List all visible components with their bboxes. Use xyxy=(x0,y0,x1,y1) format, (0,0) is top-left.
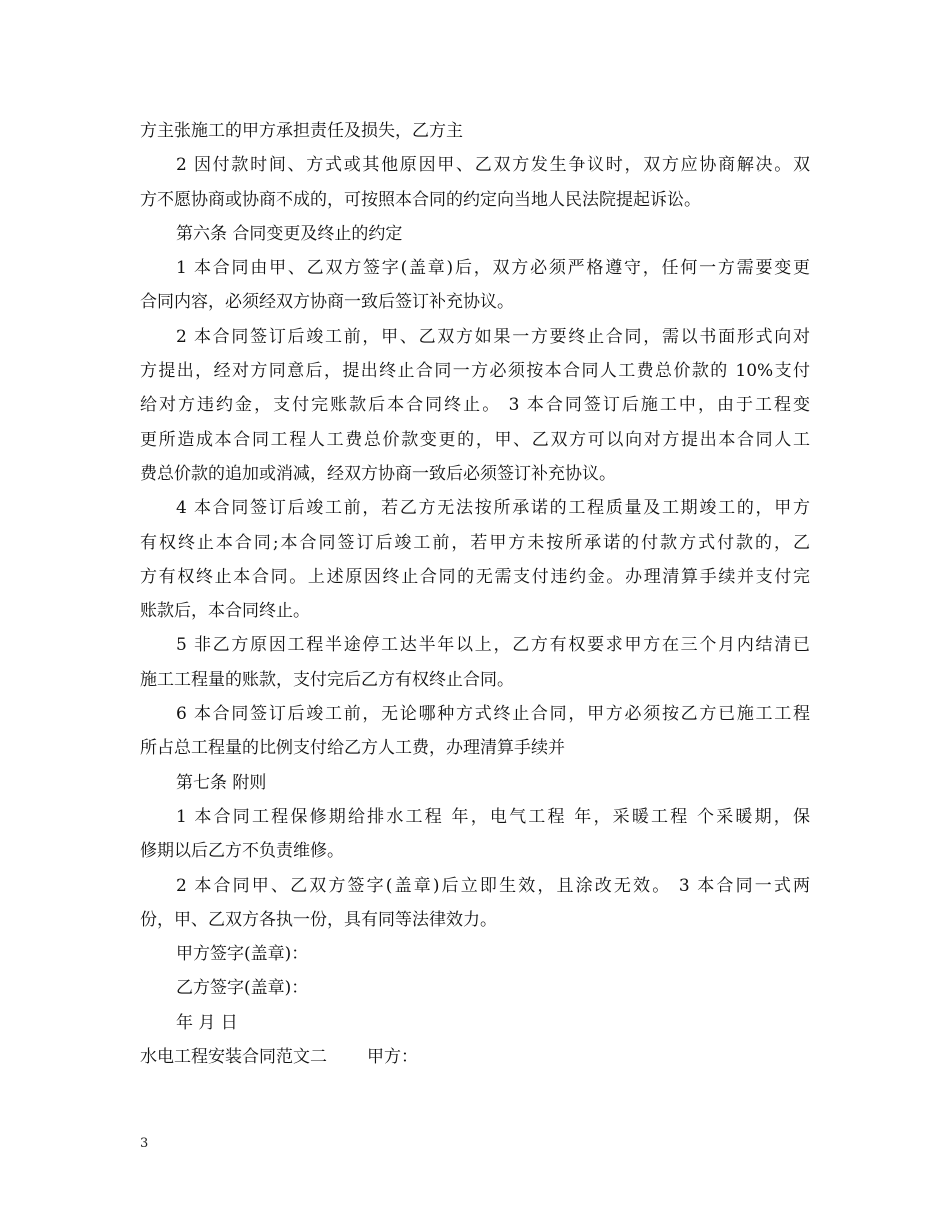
next-contract-heading-line xyxy=(140,1040,810,1074)
document-body xyxy=(140,114,810,1074)
text-line-24: 份，甲、乙双方各执一份，具有同等法律效力。 xyxy=(140,909,497,930)
text-line-12: 4 本合同签订后竣工前，若乙方无法按所承诺的工程质量及工期竣工的，甲方 xyxy=(176,498,810,519)
date-line: 年 月 日 xyxy=(176,1012,238,1033)
text-line-10: 更所造成本合同工程人工费总价款变更的，甲、乙双方可以向对方提出本合同人工 xyxy=(140,429,810,450)
text-line-3: 方不愿协商或协商不成的，可按照本合同的约定向当地人民法院提起诉讼。 xyxy=(140,189,701,210)
next-contract-title: 水电工程安装合同范文二 xyxy=(140,1047,327,1068)
spacer xyxy=(327,1040,367,1074)
text-line-8: 方提出，经对方同意后，提出终止合同一方必须按本合同人工费总价款的 10%支付 xyxy=(140,361,810,382)
text-line-5: 1 本合同由甲、乙双方签字(盖章)后，双方必须严格遵守，任何一方需要变更 xyxy=(176,258,810,279)
text-line-16: 5 非乙方原因工程半途停工达半年以上，乙方有权要求甲方在三个月内结清已 xyxy=(176,635,810,656)
text-line-6: 合同内容，必须经双方协商一致后签订补充协议。 xyxy=(140,292,514,313)
text-line-19: 所占总工程量的比例支付给乙方人工费，办理清算手续并 xyxy=(140,738,565,759)
text-line-22: 修期以后乙方不负责维修。 xyxy=(140,841,344,862)
text-line-15: 账款后，本合同终止。 xyxy=(140,601,310,622)
text-line-23: 2 本合同甲、乙双方签字(盖章)后立即生效，且涂改无效。 3 本合同一式两 xyxy=(176,875,810,896)
text-line-21: 1 本合同工程保修期给排水工程 年，电气工程 年，采暖工程 个采暖期，保 xyxy=(176,806,810,827)
section-heading-article-6: 第六条 合同变更及终止的约定 xyxy=(176,223,403,244)
text-line-2: 2 因付款时间、方式或其他原因甲、乙双方发生争议时，双方应协商解决。双 xyxy=(176,155,810,176)
text-line-11: 费总价款的追加或消减，经双方协商一致后必须签订补充协议。 xyxy=(140,463,616,484)
text-line-14: 方有权终止本合同。上述原因终止合同的无需支付违约金。办理清算手续并支付完 xyxy=(140,566,810,587)
section-heading-article-7: 第七条 附则 xyxy=(176,772,267,793)
text-line-1: 方主张施工的甲方承担责任及损失，乙方主 xyxy=(140,121,463,141)
text-line-9: 给对方违约金，支付完账款后本合同终止。 3 本合同签订后施工中，由于工程变 xyxy=(140,395,810,416)
party-a-label: 甲方： xyxy=(367,1047,418,1068)
text-line-7: 2 本合同签订后竣工前，甲、乙双方如果一方要终止合同，需以书面形式向对 xyxy=(176,326,810,347)
signature-party-a: 甲方签字(盖章)： xyxy=(176,944,309,965)
text-line-18: 6 本合同签订后竣工前，无论哪种方式终止合同，甲方必须按乙方已施工工程 xyxy=(176,704,810,725)
text-line-13: 有权终止本合同;本合同签订后竣工前，若甲方未按所承诺的付款方式付款的，乙 xyxy=(140,532,810,553)
text-line-17: 施工工程量的账款，支付完后乙方有权终止合同。 xyxy=(140,669,514,690)
signature-party-b: 乙方签字(盖章)： xyxy=(176,978,309,999)
page-number: 3 xyxy=(140,1136,149,1151)
